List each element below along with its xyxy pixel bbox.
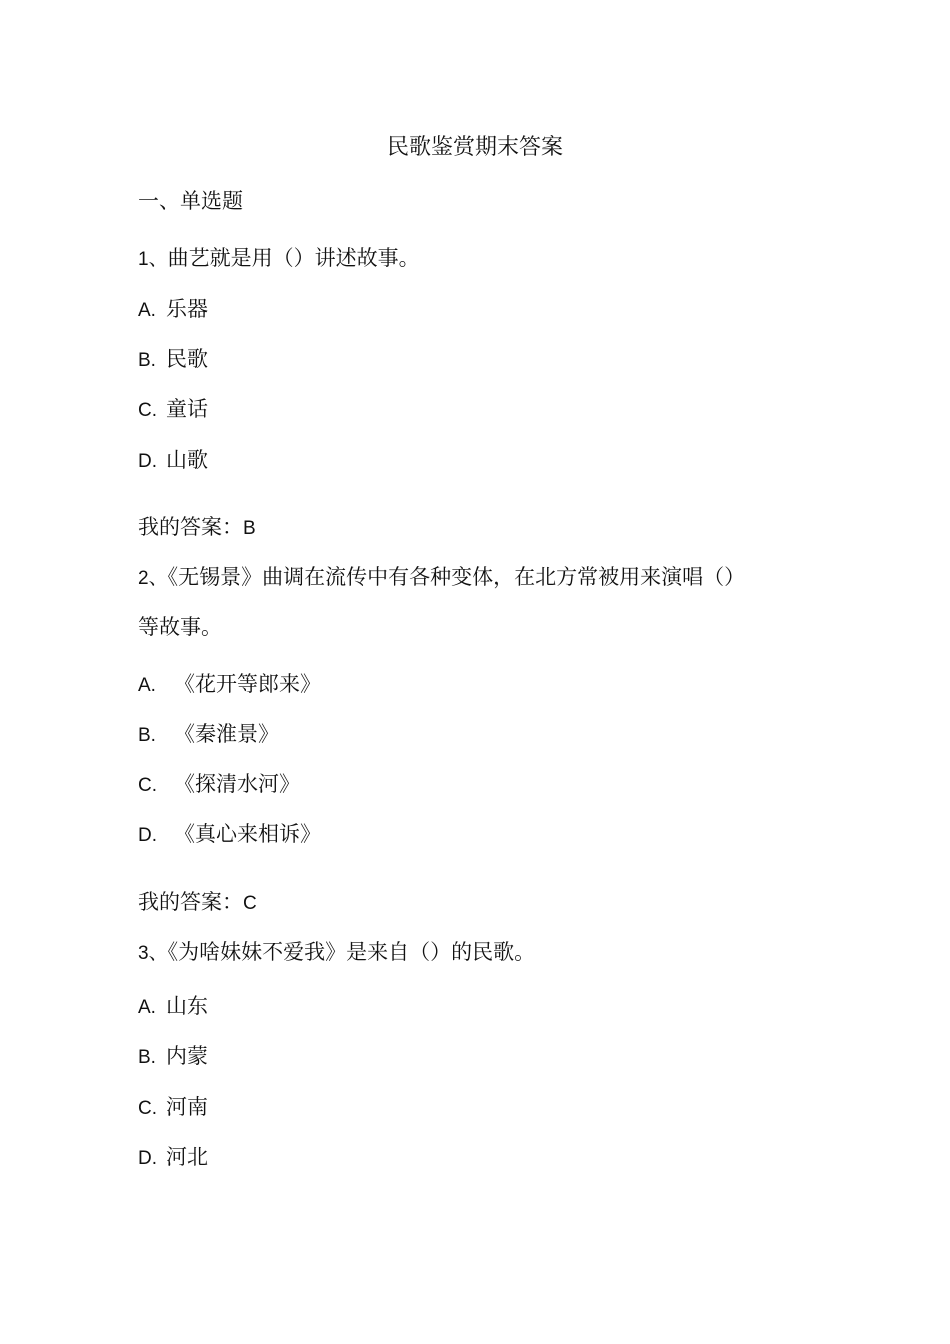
- question-2-option-c: [138, 774, 300, 795]
- option-text: 河南: [166, 1095, 208, 1119]
- question-2-option-b: [138, 724, 279, 745]
- question-text-line-1: 《无锡景》曲调在流传中有各种变体，在北方常被用来演唱（）: [167, 565, 746, 589]
- option-text: 童话: [166, 397, 208, 421]
- question-2: [138, 567, 745, 588]
- option-letter: B.: [138, 1047, 156, 1068]
- option-letter: B.: [138, 350, 156, 371]
- question-3-option-a: [138, 996, 208, 1017]
- question-3-option-b: [138, 1046, 208, 1067]
- option-text: 山歌: [166, 448, 208, 472]
- option-text: 《探清水河》: [174, 772, 300, 796]
- option-letter: B.: [138, 725, 156, 746]
- question-1-option-d: [138, 450, 208, 471]
- question-text: 曲艺就是用（）讲述故事。: [167, 246, 420, 270]
- option-letter: C.: [138, 400, 157, 421]
- option-text: 《真心来相诉》: [174, 822, 321, 846]
- section-heading: 一、单选题: [138, 189, 243, 213]
- question-1-option-a: [138, 299, 208, 320]
- question-number: 3、: [138, 943, 168, 964]
- answer-prefix: 我的答案：: [138, 890, 243, 914]
- question-number: 1、: [138, 249, 168, 270]
- question-3: [138, 942, 535, 963]
- question-text-line-2: 等故事。: [138, 615, 222, 639]
- question-1-option-b: [138, 349, 208, 370]
- option-letter: D.: [138, 825, 157, 846]
- question-2-continued: [138, 617, 222, 638]
- answer-value: B: [243, 518, 256, 539]
- question-1-answer: [138, 517, 256, 538]
- question-1-option-c: [138, 399, 208, 420]
- option-letter: C.: [138, 775, 157, 796]
- option-text: 内蒙: [166, 1044, 208, 1068]
- option-letter: A.: [138, 997, 156, 1018]
- question-3-option-d: [138, 1147, 208, 1168]
- option-text: 《秦淮景》: [174, 722, 279, 746]
- question-2-option-d: [138, 824, 321, 845]
- option-letter: A.: [138, 300, 156, 321]
- document-title: 民歌鉴赏期末答案: [386, 135, 563, 160]
- option-letter: A.: [138, 675, 156, 696]
- answer-prefix: 我的答案：: [138, 515, 243, 539]
- option-text: 河北: [166, 1145, 208, 1169]
- question-text: 《为啥妹妹不爱我》是来自（）的民歌。: [167, 940, 536, 964]
- option-letter: C.: [138, 1098, 157, 1119]
- question-number: 2、: [138, 568, 168, 589]
- option-letter: D.: [138, 1148, 157, 1169]
- question-1: [138, 248, 420, 269]
- option-text: 乐器: [166, 297, 208, 321]
- question-2-option-a: [138, 674, 321, 695]
- option-text: 山东: [166, 994, 208, 1018]
- option-text: 《花开等郎来》: [174, 672, 321, 696]
- option-text: 民歌: [166, 347, 208, 371]
- answer-value: C: [243, 893, 257, 914]
- option-letter: D.: [138, 451, 157, 472]
- question-3-option-c: [138, 1097, 208, 1118]
- question-2-answer: [138, 892, 257, 913]
